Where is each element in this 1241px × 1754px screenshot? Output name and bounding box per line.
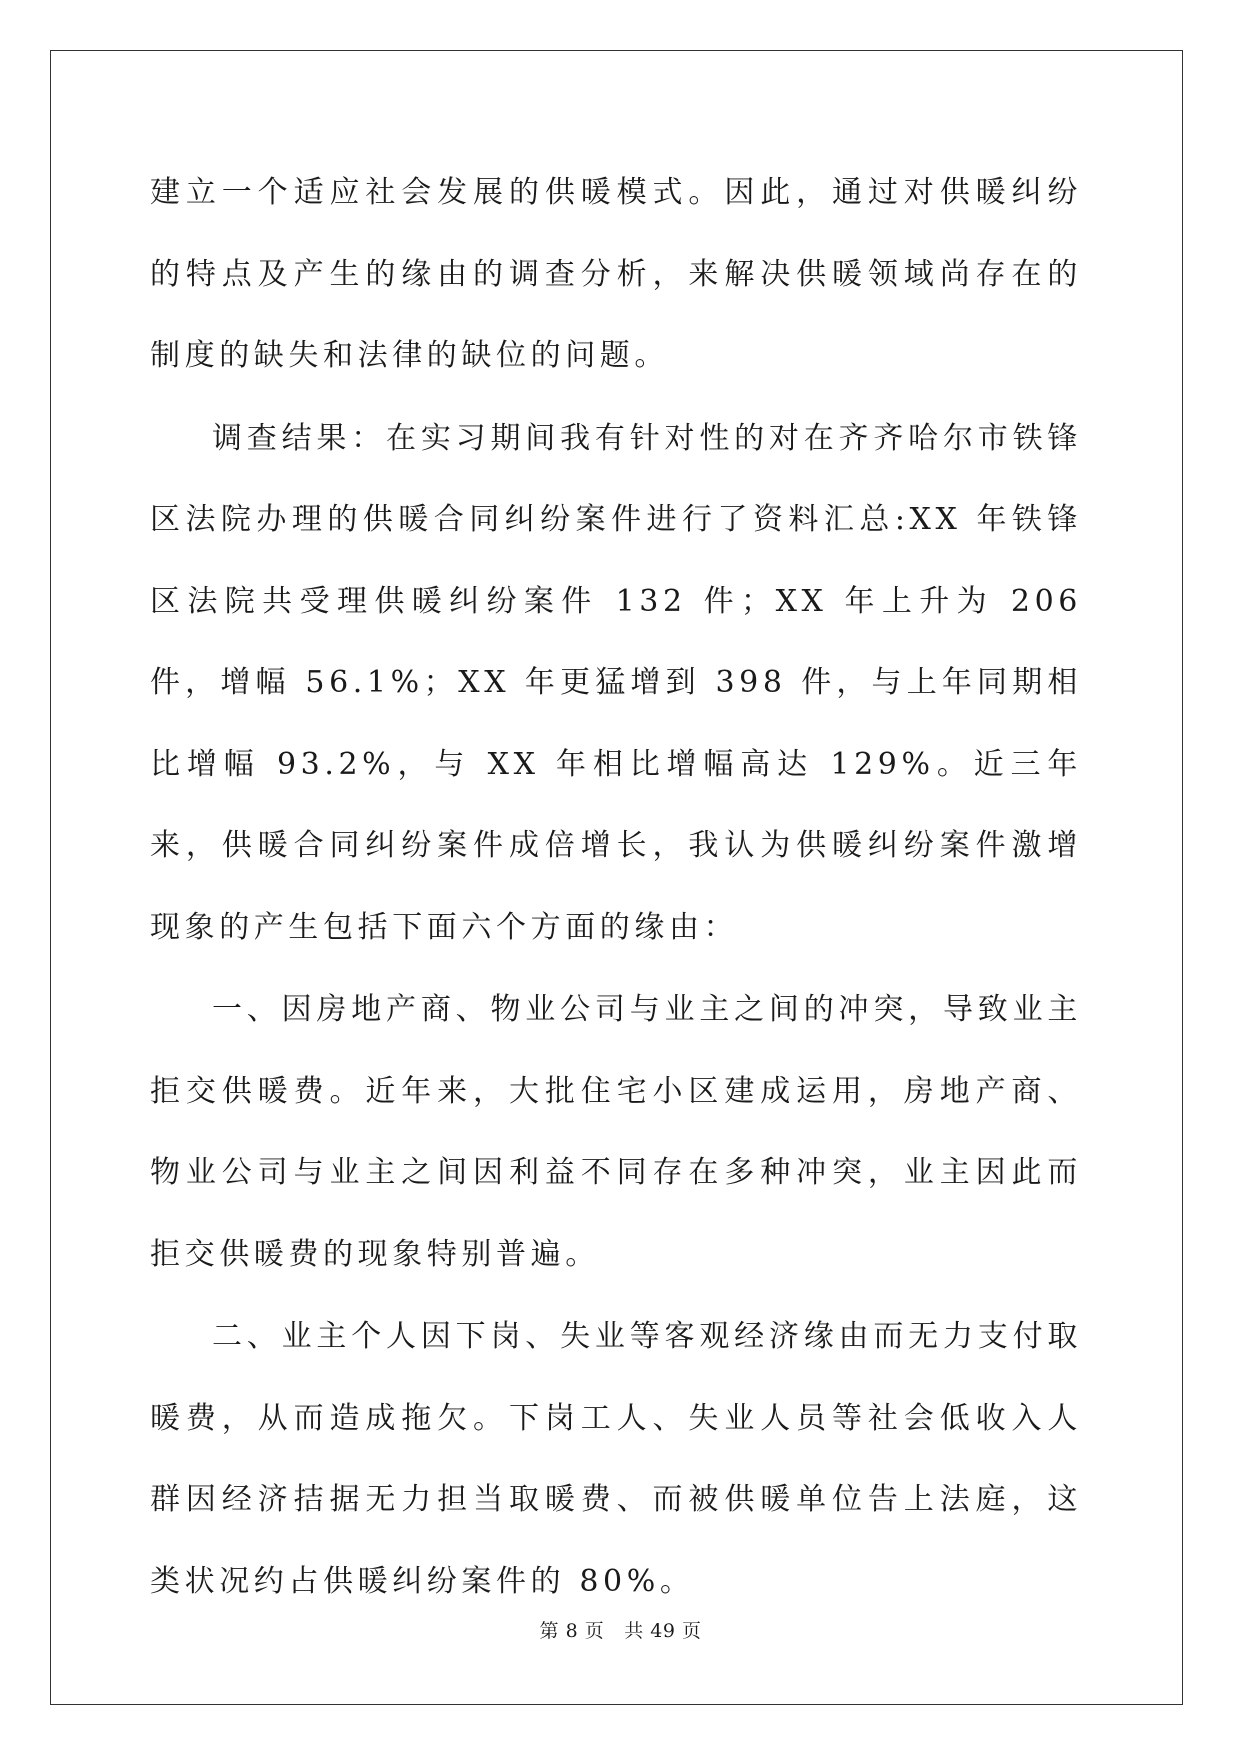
total-pages: 共 49 页 — [624, 1620, 702, 1642]
paragraph-2: 调查结果：在实习期间我有针对性的对在齐齐哈尔市铁锋区法院办理的供暖合同纠纷案件进行了资料汇总:XX 年铁锋区法院共受理供暖纠纷案件 132 件；XX 年上升为 206 件，增幅 56.1%；XX 年更猛增到 398 件，与上年同期相比增幅 93.2%，与 XX 年相比增幅高达 129%。近三年来，供暖合同纠纷案件成倍增长，我认为供暖纠纷案件激增现象的产生包括下面六个方面的缘由： — [150, 420, 1082, 945]
document-body — [150, 152, 1082, 1622]
paragraph-1: 建立一个适应社会发展的供暖模式。因此，通过对供暖纠纷的特点及产生的缘由的调查分析，来解决供暖领域尚存在的制度的缺失和法律的缺位的问题。 — [150, 175, 1082, 373]
paragraph-4: 二、业主个人因下岗、失业等客观经济缘由而无力支付取暖费，从而造成拖欠。下岗工人、失业人员等社会低收入人群因经济拮据无力担当取暖费、而被供暖单位告上法庭，这类状况约占供暖纠纷案件的 80%。 — [150, 1319, 1082, 1599]
page-footer — [0, 1616, 1241, 1643]
paragraph-3: 一、因房地产商、物业公司与业主之间的冲突，导致业主拒交供暖费。近年来，大批住宅小区建成运用，房地产商、物业公司与业主之间因利益不同存在多种冲突，业主因此而拒交供暖费的现象特别普遍。 — [150, 992, 1082, 1272]
current-page-number: 第 8 页 — [539, 1620, 605, 1642]
